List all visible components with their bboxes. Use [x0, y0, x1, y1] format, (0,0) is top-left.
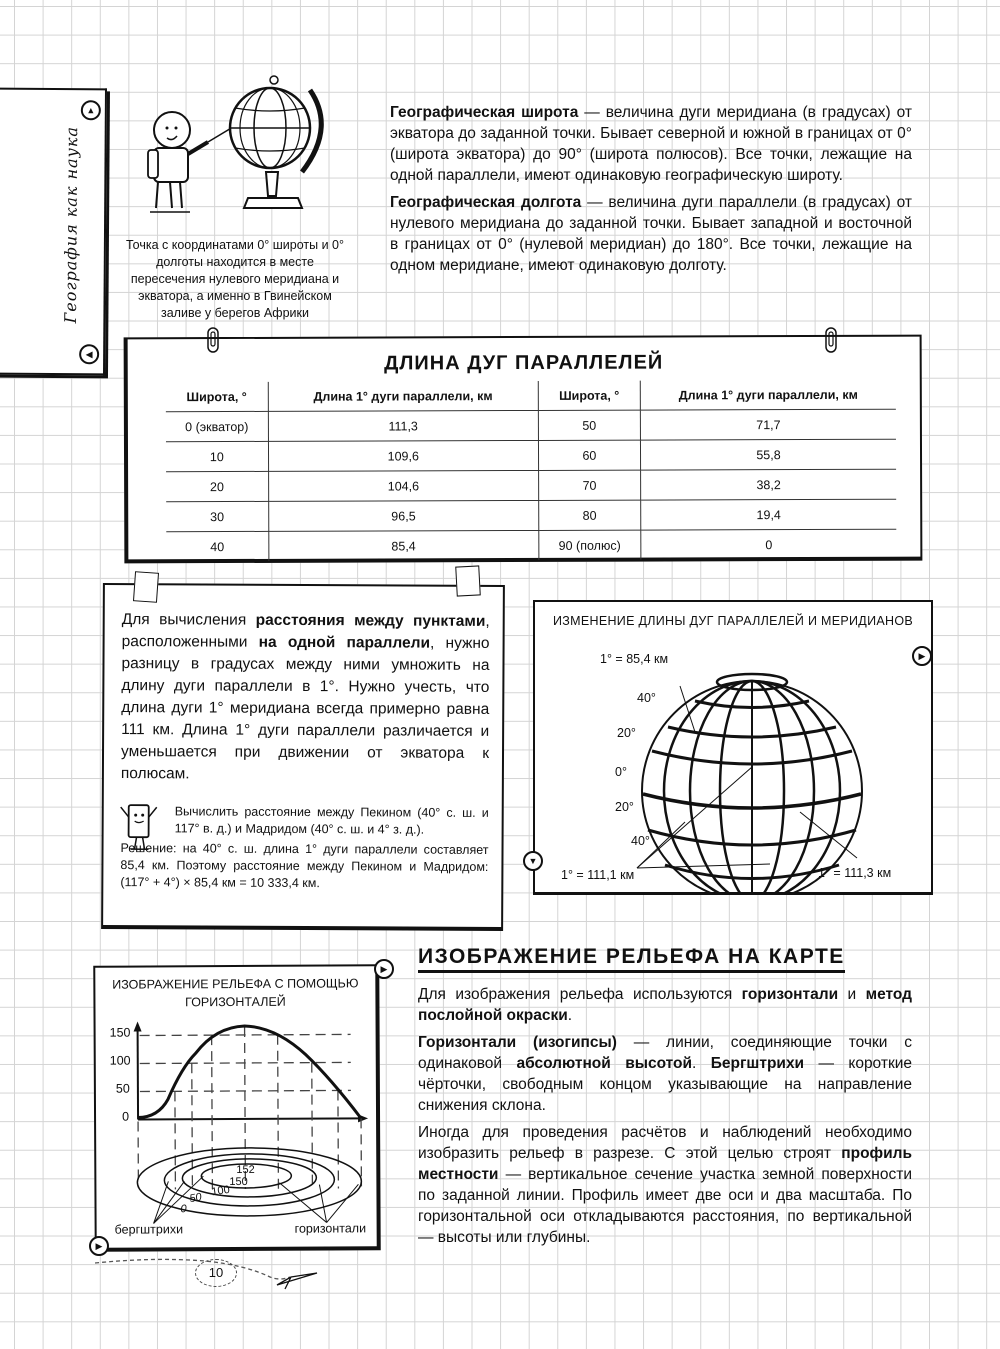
example-task [120, 803, 488, 893]
calc-explanation: Для вычисления расстояния между пунктами, расположенными на одной параллели, нужно разницу в градусах между ними умножить на длину дуги параллели в 1°. Нужно учесть, что длина дуги 1° меридиана всегда примерно равна 111 км. Длина 1° дуги параллели различается и уменьшается при движении от экватора к полюсам. [120, 611, 490, 783]
label-111-3-km: 1° = 111,3 км [818, 866, 892, 880]
up-arrow-icon: ▲ [81, 100, 101, 120]
column-header: Длина 1° дуги параллели, км [640, 380, 896, 410]
globe-diagram-title: ИЗМЕНЕНИЕ ДЛИНЫ ДУГ ПАРАЛЛЕЛЕЙ И МЕРИДИАНОВ [553, 614, 913, 628]
longitude-term: Географическая долгота [390, 194, 582, 211]
task-question: Вычислить расстояние между Пекином (40° с. ш. и 117° в. д.) и Мадридом (40° с. ш. и 4° з. д.). [174, 804, 489, 837]
table-row: 10 109,6 60 55,8 [166, 439, 896, 472]
left-arrow-icon: ◀ [79, 344, 99, 364]
definitions-block [390, 102, 912, 282]
contour-label: 150 [229, 1175, 248, 1189]
y-tick: 150 [109, 1025, 131, 1040]
lat-label: 0° [615, 765, 627, 779]
arc-length-table-card [124, 335, 923, 564]
table-header-row [166, 380, 896, 412]
paragraph: Иногда для проведения расчётов и наблюдений необходимо изобразить рельеф в разрезе. С этой целью строят профиль местности — вертикальное сечение участка земной поверхности по заданной линии. Профиль имеет две оси и два масштаба. По горизонтальной оси откладываются расстояния, по вертикальной — высоты или глубины. [418, 1124, 912, 1246]
right-arrow-icon: ▶ [89, 1236, 109, 1256]
paperclip-icon [205, 326, 221, 356]
longitude-definition: Географическая долгота — величина дуги параллели (в градусах) от нулевого меридиана до заданной точки. Бывает западной и восточной в границах от 0° (нулевой меридиан) до 180°. Все точки, лежащие на одном меридиане, имеют одинаковую долготу. [390, 194, 912, 274]
label-85-4-km: 1° = 85,4 км [600, 652, 669, 666]
lat-label: 40° [631, 834, 650, 848]
tape-strip [133, 571, 159, 603]
y-tick: 50 [115, 1081, 130, 1096]
distance-calc-note [101, 583, 505, 931]
table-row: 0 (экватор) 111,3 50 71,7 [166, 409, 896, 442]
globe-diagram-card [533, 600, 933, 895]
y-tick: 100 [109, 1053, 131, 1068]
contour-label: 0 [180, 1203, 187, 1216]
relief-contour-chart-card [93, 964, 380, 1251]
table-row: 40 85,4 90 (полюс) 0 [166, 529, 896, 561]
paperclip-icon [823, 326, 839, 356]
relief-text-block [418, 984, 912, 1254]
column-header: Длина 1° дуги параллели, км [268, 381, 538, 411]
lat-label: 40° [637, 691, 656, 705]
right-arrow-icon: ▶ [374, 959, 394, 979]
page-number: 10 [195, 1259, 237, 1287]
y-tick: 0 [122, 1109, 130, 1124]
latitude-definition: Географическая широта — величина дуги меридиана (в градусах) от экватора до заданной точки. Бывает северной и южной в границах от 0° (широта экватора) до 90° (широта полюсов). Все точки, лежащие на одной параллели, имеют одинаковую географическую широту. [390, 104, 912, 184]
bergstriche-label: бергштрихи [114, 1222, 184, 1237]
chapter-sidebar-tab [0, 88, 107, 376]
illustration-caption: Точка с координатами 0° широты и 0° долготы находится в месте пересечения нулевого меридиана и экватора, а именно в Гвинейском заливе у берегов Африки [125, 238, 344, 320]
table-title: ДЛИНА ДУГ ПАРАЛЛЕЛЕЙ [384, 351, 664, 375]
contour-label: 100 [210, 1183, 231, 1199]
table-row: 30 96,5 80 19,4 [166, 499, 896, 532]
chapter-title: География как наука [60, 125, 82, 324]
table-row: 20 104,6 70 38,2 [166, 469, 896, 502]
section-heading: ИЗОБРАЖЕНИЕ РЕЛЬЕФА НА КАРТЕ [418, 945, 845, 973]
column-header: Широта, ° [538, 381, 640, 411]
paragraph: Для изображения рельефа используются горизонтали и метод послойной окраски. [418, 986, 912, 1024]
latitude-term: Географическая широта [390, 104, 579, 121]
contours-label: горизонтали [294, 1221, 367, 1236]
paragraph: Горизонтали (изогипсы) — линии, соединяющие точки с одинаковой абсолютной высотой. Бергштрихи — короткие чёрточки, свободным концом указывающие на направление снижения склона. [418, 1034, 912, 1114]
lat-label: 20° [615, 800, 634, 814]
lat-label: 20° [617, 726, 636, 740]
column-header: Широта, ° [166, 382, 268, 412]
relief-profile-chart [95, 966, 376, 1247]
chart-title: ИЗОБРАЖЕНИЕ РЕЛЬЕФА С ПОМОЩЬЮ ГОРИЗОНТАЛЕЙ [112, 976, 359, 1010]
arc-length-table [166, 380, 897, 562]
label-111-1-km: 1° = 111,1 км [561, 868, 635, 882]
down-arrow-icon: ▼ [523, 851, 543, 871]
contour-label: 50 [188, 1191, 203, 1206]
boy-with-globe-illustration [140, 68, 350, 228]
globe-grid-diagram [535, 602, 931, 892]
right-arrow-icon: ▶ [912, 646, 932, 666]
contour-label: 152 [236, 1163, 255, 1177]
paper-plane-icon [277, 1273, 317, 1289]
task-solution: Решение: на 40° с. ш. длина 1° дуги параллели составляет 85,4 км. Поэтому расстояние между Пекином и Мадридом: (117° + 4°) × 85,4 км = 10 333,4 км. [120, 841, 489, 891]
tape-strip [455, 565, 481, 596]
